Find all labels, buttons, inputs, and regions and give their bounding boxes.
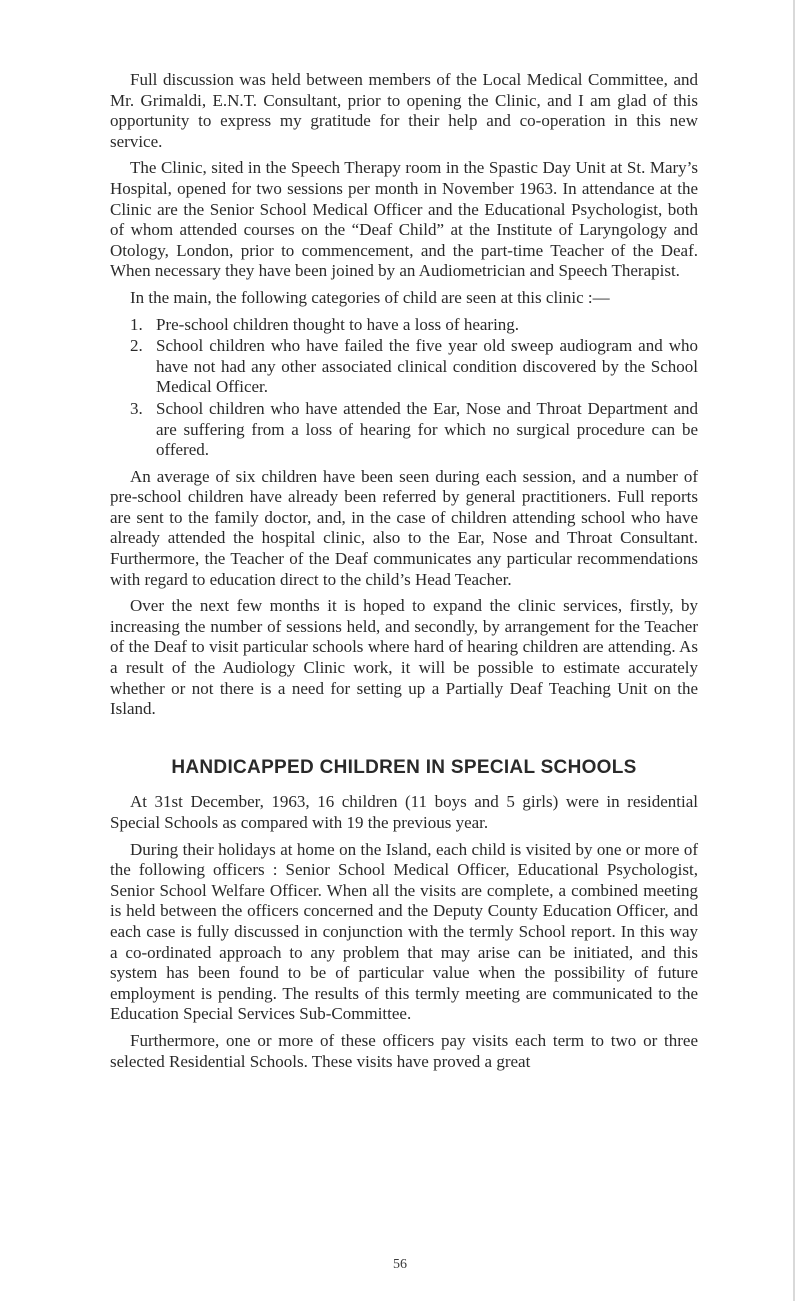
paragraph: Full discussion was held between members of the Local Medical Committee, and Mr. Grimaldi, E.N.T. Consultant, prior to opening the Clinic, and I am glad of this opportunity to express my gratitude for their help and co-operation in this new service.	[110, 70, 698, 151]
list-item	[110, 315, 698, 336]
paragraph: At 31st December, 1963, 16 children (11 boys and 5 girls) were in residential Special Schools as compared with 19 the previous year.	[110, 792, 698, 832]
paragraph: During their holidays at home on the Island, each child is visited by one or more of the following officers : Senior School Medical Officer, Educational Psychologist, Senior School Welfare Officer. When all the visits are complete, a combined meeting is held between the officers concerned and the Deputy County Education Officer, and each case is fully discussed in conjunction with the termly School report. In this way a co-ordinated approach to any problem that may arise can be initiated, and this system has been found to be of particular value when the possibility of future employment is pending. The results of this termly meeting are communicated to the Education Special Services Sub-Committee.	[110, 839, 698, 1024]
paragraph: Furthermore, one or more of these officers pay visits each term to two or three selected Residential Schools. These visits have proved a great	[110, 1030, 698, 1071]
page-number: 56	[393, 1257, 407, 1272]
section-heading: HANDICAPPED CHILDREN IN SPECIAL SCHOOLS	[171, 756, 637, 778]
list-item-text: Pre-school children thought to have a loss of hearing.	[156, 314, 520, 334]
list-item-number: 3.	[130, 398, 143, 418]
list-item-text: School children who have failed the five year old sweep audiogram and who have not had any other associated clinical condition discovered by the School Medical Officer.	[156, 336, 698, 397]
paragraph: The Clinic, sited in the Speech Therapy room in the Spastic Day Unit at St. Mary’s Hospital, opened for two sessions per month in November 1963. In attendance at the Clinic are the Senior School Medical Officer and the Educational Psychologist, both of whom attended courses on the “Deaf Child” at the Institute of Laryngology and Otology, London, prior to commencement, and the part-time Teacher of the Deaf. When necessary they have been joined by an Audiometrician and Speech Therapist.	[110, 158, 698, 281]
category-list	[110, 315, 698, 461]
list-item-text: School children who have attended the Ear, Nose and Throat Department and are suffering from a loss of hearing for which no surgical procedure can be offered.	[156, 398, 698, 460]
list-item	[110, 336, 698, 398]
paragraph: In the main, the following categories of child are seen at this clinic :—	[130, 287, 610, 307]
list-item-number: 2.	[130, 336, 143, 356]
paragraph: Over the next few months it is hoped to expand the clinic services, firstly, by increasing the number of sessions held, and secondly, by arrangement for the Teacher of the Deaf to visit particular schools where hard of hearing children are attending. As a result of the Audiology Clinic work, it will be possible to estimate accurately whether or not there is a need for setting up a Partially Deaf Teaching Unit on the Island.	[110, 596, 698, 719]
page-edge-line	[793, 0, 795, 1301]
list-item-number: 1.	[130, 314, 143, 334]
document-body	[110, 70, 698, 1078]
list-item	[110, 399, 698, 461]
paragraph: An average of six children have been seen during each session, and a number of pre-school children have already been referred by general practitioners. Full reports are sent to the family doctor, and, in the case of children attending school who have already attended the hospital clinic, also to the Ear, Nose and Throat Consultant. Furthermore, the Teacher of the Deaf communicates any particular recommendations with regard to education direct to the child’s Head Teacher.	[110, 466, 698, 589]
